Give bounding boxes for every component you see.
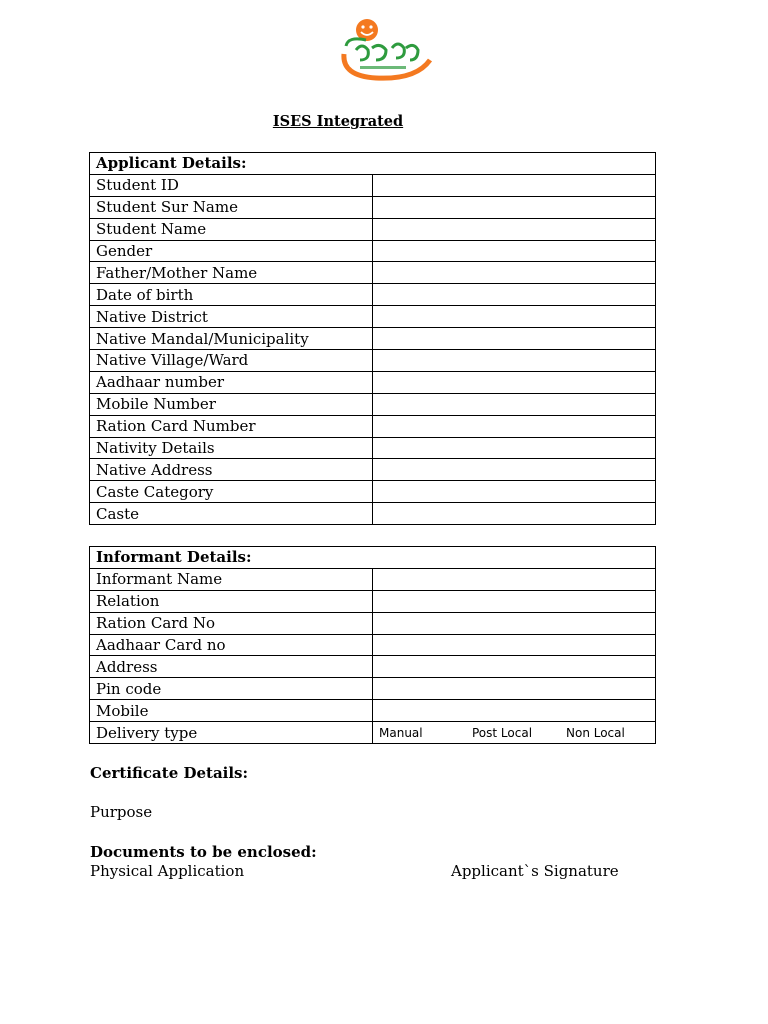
delivery-option[interactable]: Manual xyxy=(379,725,423,740)
field-label: Address xyxy=(90,656,373,678)
table-row xyxy=(90,634,656,656)
purpose-label: Purpose xyxy=(90,803,153,821)
field-label: Father/Mother Name xyxy=(90,262,373,284)
field-label: Caste Category xyxy=(90,481,373,503)
field-value-cell[interactable] xyxy=(373,262,656,284)
field-label: Student ID xyxy=(90,174,373,196)
field-label: Ration Card Number xyxy=(90,415,373,437)
field-label: Mobile Number xyxy=(90,393,373,415)
table-row xyxy=(90,174,656,196)
field-value-cell[interactable] xyxy=(373,437,656,459)
field-label: Mobile xyxy=(90,700,373,722)
delivery-option[interactable]: Non Local xyxy=(566,725,625,740)
table-row xyxy=(90,306,656,328)
certificate-details-header: Certificate Details: xyxy=(90,764,249,782)
field-value-cell[interactable] xyxy=(373,656,656,678)
informant-details-header: Informant Details: xyxy=(90,547,656,569)
applicant-details-header: Applicant Details: xyxy=(90,153,656,175)
field-value-cell[interactable] xyxy=(373,350,656,372)
field-value-cell[interactable] xyxy=(373,612,656,634)
field-label: Student Name xyxy=(90,218,373,240)
field-value-cell[interactable] xyxy=(373,196,656,218)
table-row xyxy=(90,590,656,612)
field-value-cell[interactable] xyxy=(373,568,656,590)
table-row xyxy=(90,459,656,481)
field-label: Relation xyxy=(90,590,373,612)
field-value-cell[interactable] xyxy=(373,371,656,393)
delivery-type-row xyxy=(90,722,656,744)
field-label: Native Village/Ward xyxy=(90,350,373,372)
field-value-cell[interactable] xyxy=(373,306,656,328)
field-value-cell[interactable] xyxy=(373,240,656,262)
table-row xyxy=(90,218,656,240)
table-row xyxy=(90,393,656,415)
field-label: Pin code xyxy=(90,678,373,700)
table-row xyxy=(90,678,656,700)
field-value-cell[interactable] xyxy=(373,634,656,656)
field-label: Student Sur Name xyxy=(90,196,373,218)
table-row xyxy=(90,284,656,306)
field-value-cell[interactable] xyxy=(373,700,656,722)
delivery-type-label: Delivery type xyxy=(90,722,373,744)
field-value-cell[interactable] xyxy=(373,415,656,437)
delivery-options xyxy=(373,722,656,744)
applicant-details-table xyxy=(89,152,656,525)
field-value-cell[interactable] xyxy=(373,459,656,481)
table-row xyxy=(90,371,656,393)
table-row xyxy=(90,481,656,503)
signature-label: Applicant`s Signature xyxy=(451,862,619,880)
table-row xyxy=(90,240,656,262)
field-value-cell[interactable] xyxy=(373,284,656,306)
documents-header: Documents to be enclosed: xyxy=(90,843,317,861)
field-label: Aadhaar number xyxy=(90,371,373,393)
documents-item: Physical Application xyxy=(90,862,245,880)
field-value-cell[interactable] xyxy=(373,174,656,196)
table-row xyxy=(90,700,656,722)
informant-details-table xyxy=(89,546,656,744)
table-row xyxy=(90,568,656,590)
document-title: ISES Integrated xyxy=(272,113,404,130)
field-value-cell[interactable] xyxy=(373,481,656,503)
table-row xyxy=(90,437,656,459)
field-value-cell[interactable] xyxy=(373,393,656,415)
field-label: Gender xyxy=(90,240,373,262)
field-label: Caste xyxy=(90,503,373,525)
field-label: Native Address xyxy=(90,459,373,481)
field-value-cell[interactable] xyxy=(373,503,656,525)
table-row xyxy=(90,262,656,284)
mee-seva-logo xyxy=(336,16,436,88)
table-row xyxy=(90,328,656,350)
table-row xyxy=(90,612,656,634)
field-value-cell[interactable] xyxy=(373,218,656,240)
field-label: Nativity Details xyxy=(90,437,373,459)
field-label: Informant Name xyxy=(90,568,373,590)
table-row xyxy=(90,503,656,525)
field-label: Date of birth xyxy=(90,284,373,306)
field-label: Native Mandal/Municipality xyxy=(90,328,373,350)
delivery-option[interactable]: Post Local xyxy=(472,725,533,740)
field-label: Native District xyxy=(90,306,373,328)
field-label: Ration Card No xyxy=(90,612,373,634)
table-row xyxy=(90,350,656,372)
table-row xyxy=(90,656,656,678)
field-value-cell[interactable] xyxy=(373,590,656,612)
table-row xyxy=(90,196,656,218)
field-label: Aadhaar Card no xyxy=(90,634,373,656)
table-row xyxy=(90,415,656,437)
field-value-cell[interactable] xyxy=(373,678,656,700)
field-value-cell[interactable] xyxy=(373,328,656,350)
